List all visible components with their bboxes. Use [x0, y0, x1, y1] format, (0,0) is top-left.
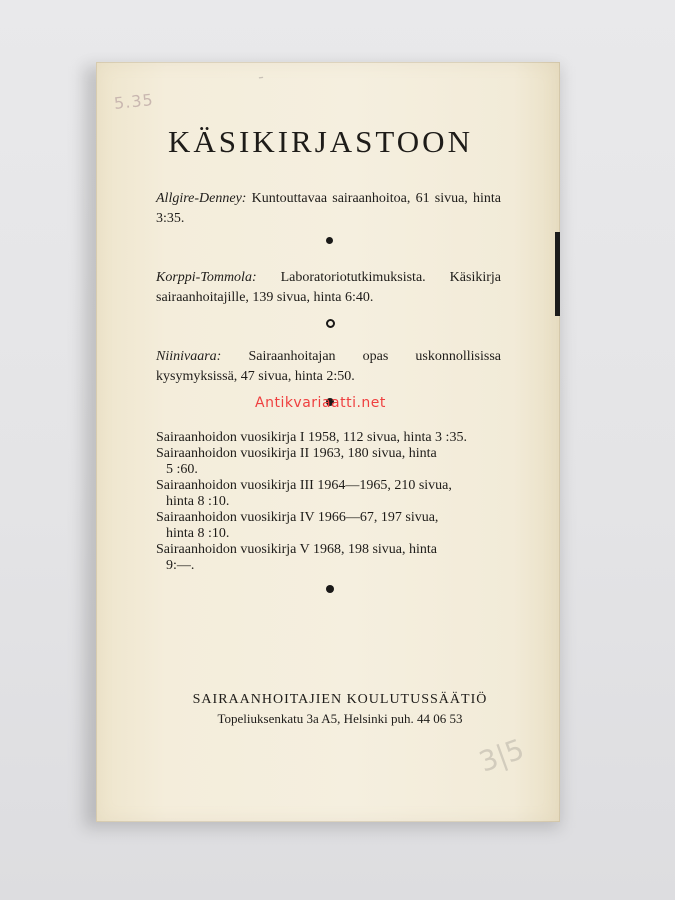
- pencil-corner-note: 3|5: [474, 732, 529, 779]
- yearbook-entry: [156, 542, 501, 574]
- watermark: Antikvariaatti.net: [255, 395, 386, 411]
- yearbook-line-continued: hinta 8 :10.: [166, 526, 230, 541]
- bullet-divider: [156, 574, 501, 613]
- yearbook-line: Sairaanhoidon vuosikirja IV 1966—67, 197 sivua,: [156, 510, 439, 525]
- yearbook-line-continued: 9:—.: [166, 558, 195, 573]
- publisher-name: SAIRAANHOITAJIEN KOULUTUSSÄÄTIÖ: [192, 692, 488, 707]
- book-author: Niinivaara:: [156, 349, 222, 364]
- yearbook-line-continued: 5 :60.: [166, 462, 198, 477]
- publication-list: [156, 126, 501, 613]
- book-author: Korppi-Tommola:: [156, 270, 257, 285]
- book-description: Sairaanhoitajan opas uskonnollisissa kysymyksissä, 47 sivua, hinta 2:50.: [156, 349, 501, 384]
- yearbook-line: Sairaanhoidon vuosikirja III 1964—1965, 210 sivua,: [156, 478, 452, 493]
- pencil-dash-mark: -: [256, 66, 266, 87]
- bullet-divider: [156, 229, 501, 268]
- yearbook-entry: [156, 446, 501, 478]
- page-title: KÄSIKIRJASTOON: [168, 124, 473, 159]
- book-description: Kuntouttavaa sairaanhoitoa, 61 sivua, hinta 3:35.: [156, 191, 501, 226]
- publisher-address: Topeliuksenkatu 3a A5, Helsinki puh. 44 06 53: [217, 711, 463, 726]
- yearbook-entry: [156, 478, 501, 510]
- book-author: Allgire-Denney:: [156, 191, 247, 206]
- yearbook-list: [156, 430, 501, 574]
- booklet-back-cover: [96, 62, 560, 822]
- book-description: Laboratoriotutkimuksista. Käsikirja sairaanhoitajille, 139 sivua, hinta 6:40.: [156, 270, 501, 305]
- book-entry: [156, 347, 501, 387]
- publisher-footer: [96, 692, 560, 727]
- spine-mark: [555, 232, 560, 316]
- yearbook-entry: [156, 430, 501, 446]
- book-entry: [156, 189, 501, 229]
- yearbook-line: Sairaanhoidon vuosikirja II 1963, 180 sivua, hinta: [156, 446, 437, 461]
- book-entry: [156, 268, 501, 308]
- yearbook-line: Sairaanhoidon vuosikirja I 1958, 112 sivua, hinta 3 :35.: [156, 430, 467, 445]
- yearbook-entry: [156, 510, 501, 542]
- bullet-divider: [156, 308, 501, 347]
- pencil-price-note: 5.35: [113, 89, 155, 114]
- yearbook-line-continued: hinta 8 :10.: [166, 494, 230, 509]
- yearbook-line: Sairaanhoidon vuosikirja V 1968, 198 sivua, hinta: [156, 542, 438, 557]
